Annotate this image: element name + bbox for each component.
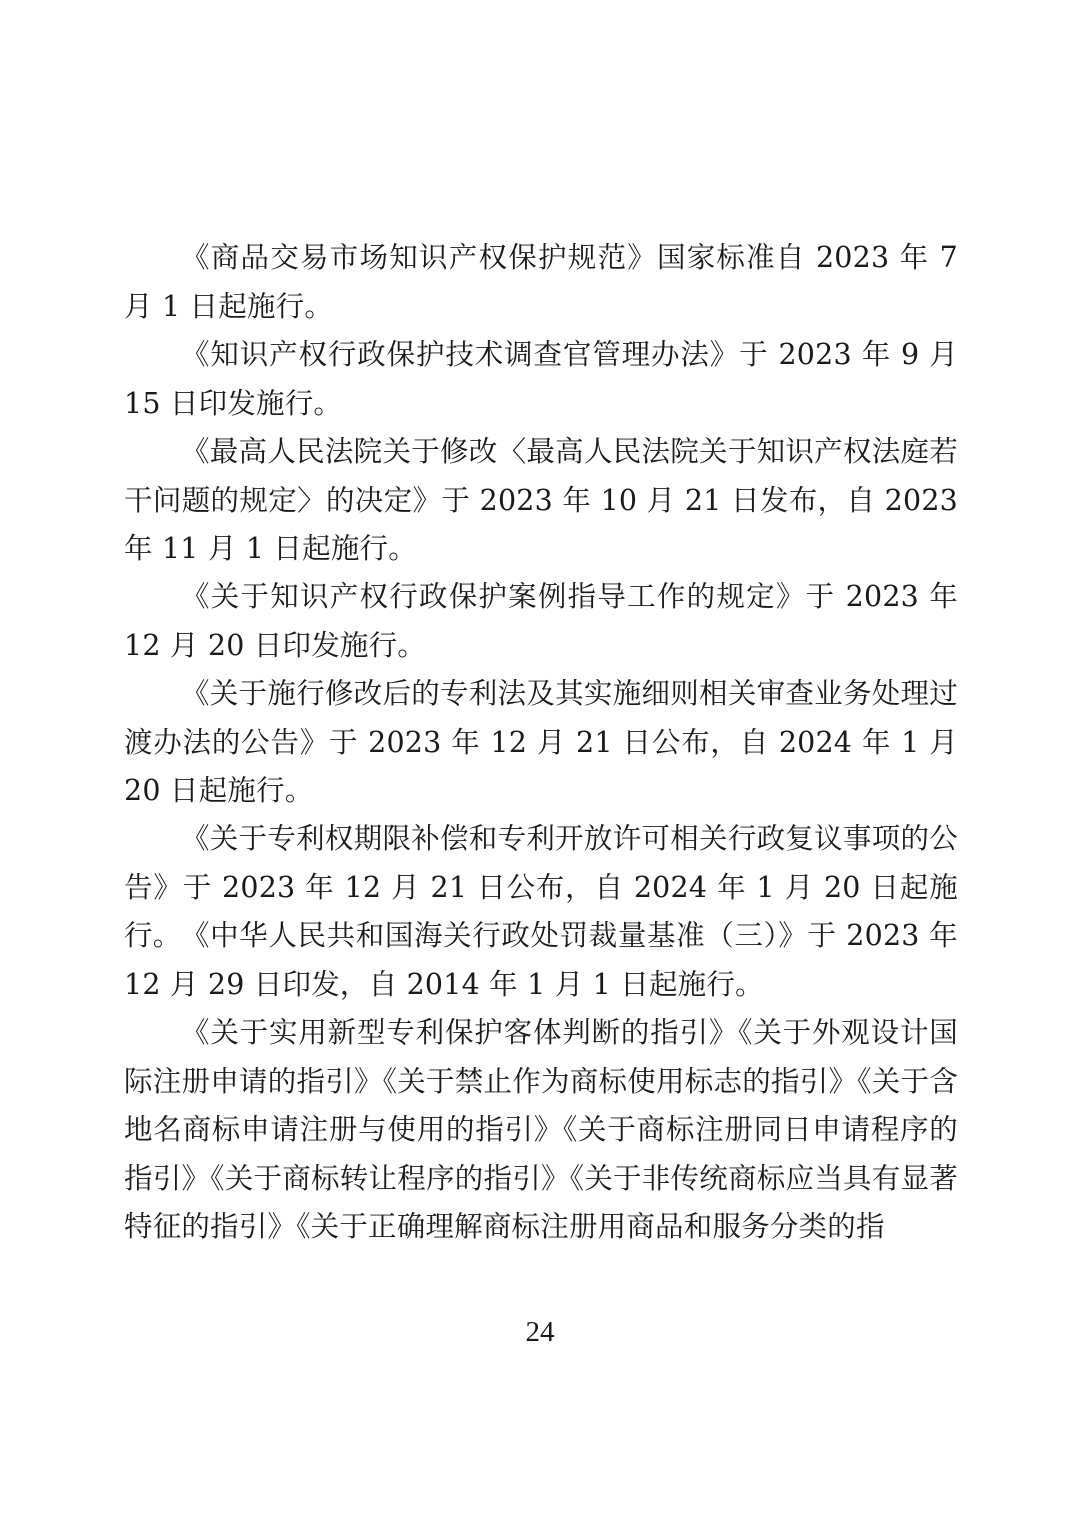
paragraph-5: 《关于施行修改后的专利法及其实施细则相关审查业务处理过渡办法的公告》于 2023 年 12 月 21 日公布，自 2024 年 1 月 20 日起施行。 — [124, 677, 958, 807]
paragraph-3: 《最高人民法院关于修改〈最高人民法院关于知识产权法庭若干问题的规定〉的决定》于 2023 年 10 月 21 日发布，自 2023 年 11 月 1 日起施行。 — [124, 435, 958, 565]
paragraph-6: 《关于专利权期限补偿和专利开放许可相关行政复议事项的公告》于 2023 年 12 月 21 日公布，自 2024 年 1 月 20 日起施行。 — [124, 822, 958, 952]
paragraph-7: 《中华人民共和国海关行政处罚裁量基准（三）》于 2023 年 12 月 29 日印发，自 2014 年 1 月 1 日起施行。 — [124, 919, 958, 1001]
paragraph-1: 《商品交易市场知识产权保护规范》国家标准自 2023 年 7 月 1 日起施行。 — [124, 241, 958, 323]
page-number: 24 — [525, 1316, 555, 1348]
paragraph-4: 《关于知识产权行政保护案例指导工作的规定》于 2023 年 12 月 20 日印发施行。 — [124, 580, 958, 662]
paragraph-2: 《知识产权行政保护技术调查官管理办法》于 2023 年 9 月 15 日印发施行。 — [124, 338, 958, 420]
paragraph-8: 《关于实用新型专利保护客体判断的指引》《关于外观设计国际注册申请的指引》《关于禁止作为商标使用标志的指引》《关于含地名商标申请注册与使用的指引》《关于商标注册同日申请程序的指引》《关于商标转让程序的指引》《关于非传统商标应当具有显著特征的指引》《关于正确理解商标注册用商品和服务分类的指 — [124, 1016, 958, 1243]
